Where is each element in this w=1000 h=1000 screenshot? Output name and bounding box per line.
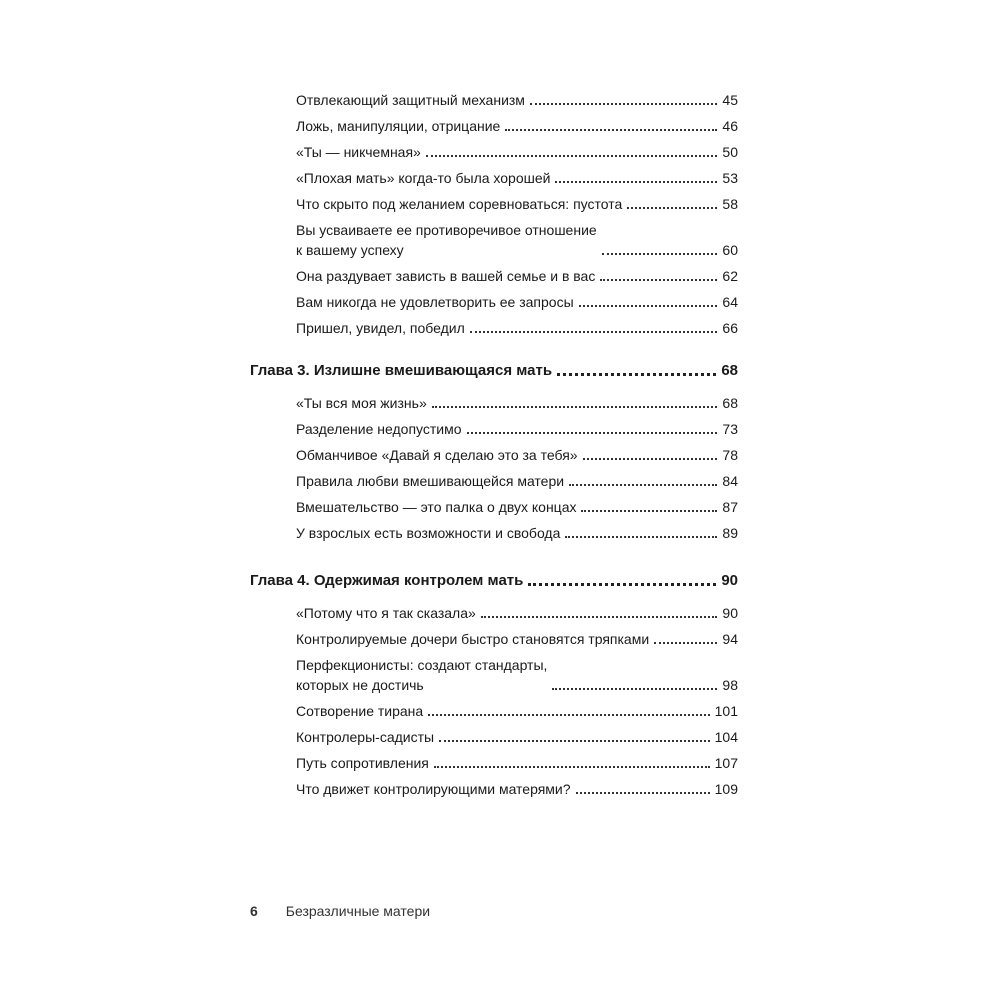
toc-entry	[250, 142, 738, 162]
dot-leader	[557, 373, 716, 376]
dot-leader	[428, 714, 709, 716]
page-footer	[250, 903, 430, 919]
dot-leader	[565, 536, 717, 538]
dot-leader	[569, 484, 717, 486]
toc-entry-title: «Ты — никчемная»	[296, 144, 421, 160]
toc-page-number: 60	[722, 242, 738, 258]
toc-entry-title: Вам никогда не удовлетворить ее запросы	[296, 294, 574, 310]
toc-entry-title: Глава 4. Одержимая контролем мать	[250, 572, 524, 589]
page-number: 6	[250, 903, 258, 919]
toc-part-1	[250, 90, 738, 344]
toc-entry	[250, 753, 738, 773]
toc-entry-title: Ложь, манипуляции, отрицание	[296, 118, 501, 134]
dot-leader	[627, 207, 717, 209]
dot-leader	[505, 129, 717, 131]
dot-leader	[434, 766, 710, 768]
toc-page-number: 62	[722, 268, 738, 284]
dot-leader	[583, 458, 718, 460]
toc-entry	[250, 116, 738, 136]
toc-page-number: 107	[714, 755, 738, 771]
toc-chapter-3	[250, 361, 738, 549]
dot-leader	[426, 155, 718, 157]
toc-entry	[250, 603, 738, 623]
dot-leader	[530, 103, 717, 105]
toc-entry	[250, 727, 738, 747]
toc-page-number: 68	[722, 395, 738, 411]
toc-entry	[250, 220, 738, 260]
toc-page-number: 84	[722, 473, 738, 489]
toc-entry	[250, 701, 738, 721]
toc-entry	[250, 497, 738, 517]
toc-entry	[250, 194, 738, 214]
toc-entry	[250, 318, 738, 338]
toc-entry-title: Путь сопротивления	[296, 755, 429, 771]
toc-entry-title: Разделение недопустимо	[296, 421, 462, 437]
toc-page-number: 78	[722, 447, 738, 463]
toc-chapter-heading	[250, 571, 738, 591]
dot-leader	[432, 406, 718, 408]
toc-page-number: 101	[714, 703, 738, 719]
toc-page-number: 45	[722, 92, 738, 108]
dot-leader	[470, 331, 718, 333]
toc-entry-title: Что скрыто под желанием соревноваться: пустота	[296, 196, 623, 212]
toc-page-number: 94	[722, 631, 738, 647]
dot-leader	[552, 688, 717, 690]
toc-page-number: 46	[722, 118, 738, 134]
toc-entry-title: У взрослых есть возможности и свобода	[296, 525, 561, 541]
toc-entry	[250, 655, 738, 695]
toc-page-number: 73	[722, 421, 738, 437]
dot-leader	[467, 432, 718, 434]
toc-entry	[250, 90, 738, 110]
toc-page-number: 66	[722, 320, 738, 336]
toc-entry-title: Отвлекающий защитный механизм	[296, 92, 525, 108]
toc-entry-title: «Ты вся моя жизнь»	[296, 395, 427, 411]
toc-entry-title: Контролеры-садисты	[296, 729, 435, 745]
toc-page-number: 98	[722, 677, 738, 693]
dot-leader	[600, 279, 717, 281]
toc-entry	[250, 445, 738, 465]
toc-page-number: 68	[721, 362, 738, 379]
toc-page-number: 58	[722, 196, 738, 212]
toc-entry-title: Пришел, увидел, победил	[296, 320, 465, 336]
running-title: Безразличные матери	[285, 903, 431, 919]
toc-entry-title: «Потому что я так сказала»	[296, 605, 476, 621]
toc-entry	[250, 629, 738, 649]
toc-entry-title: Она раздувает зависть в вашей семье и в вас	[296, 268, 596, 284]
toc-entry-title: Контролируемые дочери быстро становятся тряпками	[296, 631, 650, 647]
toc-entry-title: Вмешательство — это палка о двух концах	[296, 499, 577, 515]
toc-chapter-heading	[250, 361, 738, 381]
toc-entry	[250, 168, 738, 188]
dot-leader	[439, 740, 710, 742]
toc-entry	[250, 393, 738, 413]
toc-entry-title: Перфекционисты: создают стандарты, которых не достичь	[296, 657, 548, 693]
dot-leader	[654, 642, 717, 644]
toc-entry-title: Правила любви вмешивающейся матери	[296, 473, 565, 489]
toc-page-number: 64	[722, 294, 738, 310]
toc-page-number: 104	[714, 729, 738, 745]
toc-page-number: 50	[722, 144, 738, 160]
toc-entry-title: Обманчивое «Давай я сделаю это за тебя»	[296, 447, 578, 463]
dot-leader	[528, 583, 716, 586]
toc-chapter-4	[250, 571, 738, 805]
toc-page-number: 87	[722, 499, 738, 515]
toc-entry-title: Глава 3. Излишне вмешивающаяся мать	[250, 362, 553, 379]
toc-entry-title: «Плохая мать» когда-то была хорошей	[296, 170, 551, 186]
toc-page-number: 90	[722, 605, 738, 621]
toc-entry	[250, 419, 738, 439]
toc-page-number: 89	[722, 525, 738, 541]
toc-entry	[250, 471, 738, 491]
dot-leader	[481, 616, 718, 618]
toc-entry	[250, 779, 738, 799]
toc-entry	[250, 266, 738, 286]
dot-leader	[579, 305, 718, 307]
toc-entry-title: Что движет контролирующими матерями?	[296, 781, 571, 797]
dot-leader	[576, 792, 710, 794]
dot-leader	[602, 253, 718, 255]
toc-page-number: 53	[722, 170, 738, 186]
toc-entry	[250, 523, 738, 543]
dot-leader	[555, 181, 717, 183]
dot-leader	[581, 510, 717, 512]
toc-entry	[250, 292, 738, 312]
toc-entry-title: Сотворение тирана	[296, 703, 424, 719]
toc-entry-title: Вы усваиваете ее противоречивое отношение к вашему успеху	[296, 222, 597, 258]
toc-page-number: 90	[721, 572, 738, 589]
toc-page-number: 109	[714, 781, 738, 797]
